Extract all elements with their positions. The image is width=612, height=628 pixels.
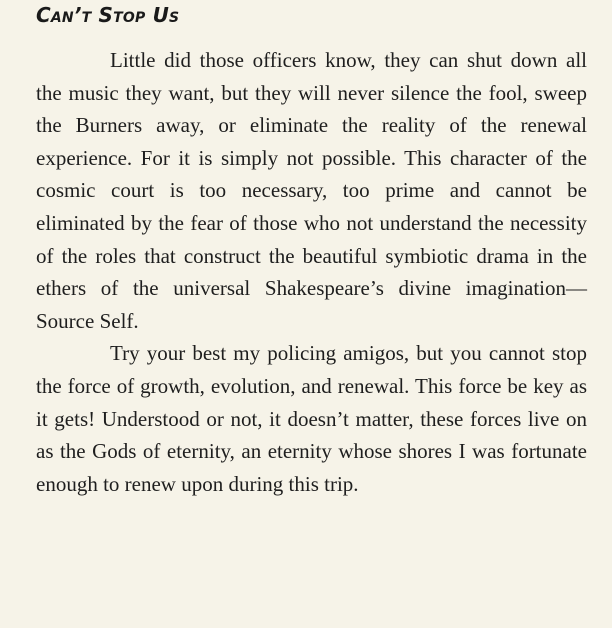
body-text [36,44,587,500]
paragraph: Little did those officers know, they can shut down all the music they want, but they will never silence the fool, sweep the Burners away, or eliminate the reality of the renewal experience. For it is simply not possible. This character of the cosmic court is too necessary, too prime and cannot be eliminated by the fear of those who not understand the necessity of the roles that construct the beautiful symbiotic drama in the ethers of the universal Shakespeare’s divine imagination—Source Self. [36,48,587,333]
chapter-title: Can’t Stop Us [36,3,180,27]
paragraph: Try your best my policing amigos, but you cannot stop the force of growth, evolution, and renewal. This force be key as it gets! Understood or not, it doesn’t matter, these forces live on as the Gods of eternity, an eternity whose shores I was fortunate enough to renew upon during this trip. [36,341,587,496]
